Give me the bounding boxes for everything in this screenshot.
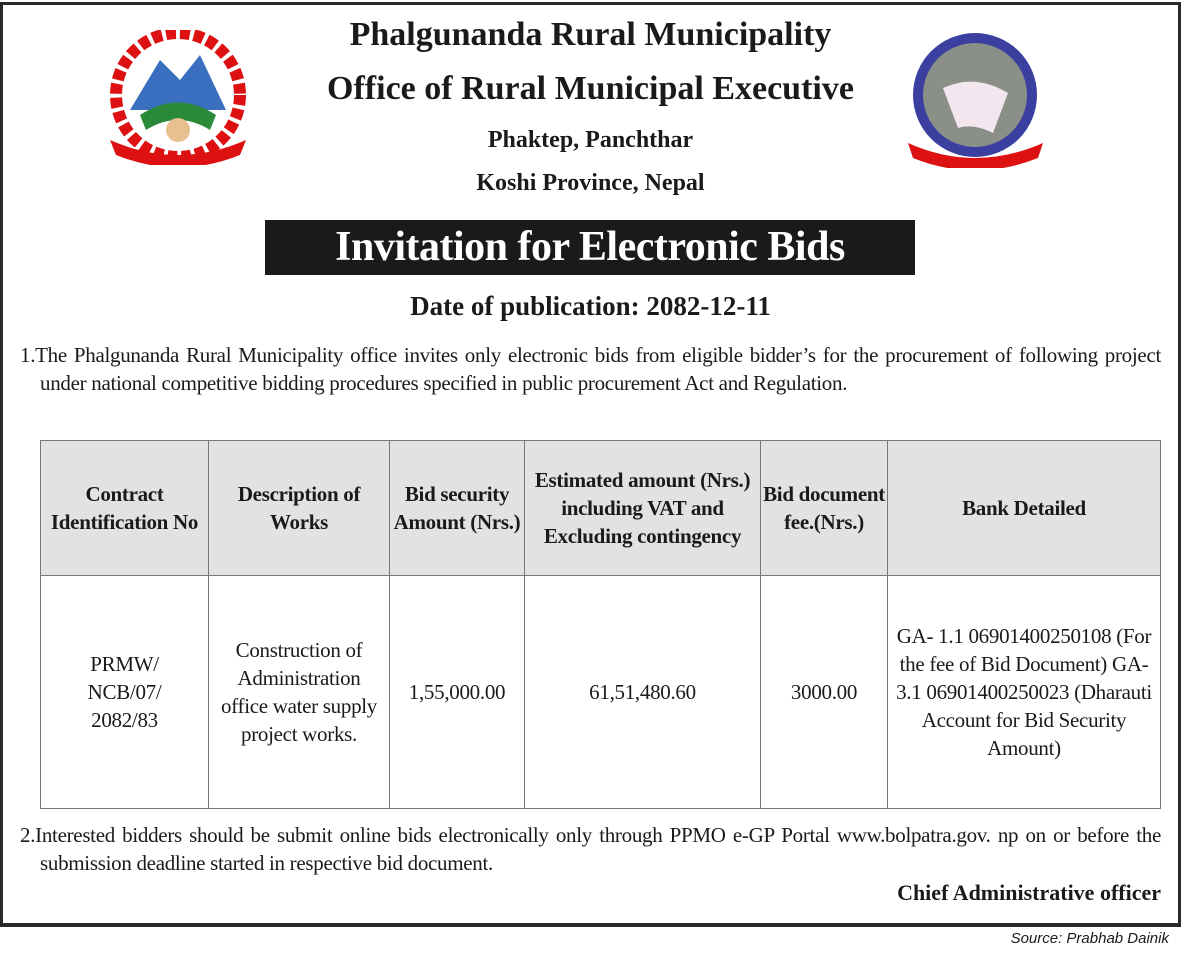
office-name: Office of Rural Municipal Executive	[327, 70, 854, 107]
header-document-fee: Bid document fee.(Nrs.)	[761, 441, 888, 576]
cell-estimated-amount: 61,51,480.60	[525, 576, 761, 809]
signature: Chief Administrative officer	[897, 880, 1161, 905]
header-description: Description of Works	[209, 441, 390, 576]
table-row	[41, 576, 1161, 809]
cell-document-fee: 3000.00	[761, 576, 888, 809]
table-header-row	[41, 441, 1161, 576]
header-bid-security: Bid security Amount (Nrs.)	[390, 441, 525, 576]
source-credit: Source: Prabhab Dainik	[1010, 930, 1169, 947]
header-contract-id: Contract Identification No	[41, 441, 209, 576]
cell-bid-security: 1,55,000.00	[390, 576, 525, 809]
cell-contract-id: PRMW/ NCB/07/ 2082/83	[41, 576, 209, 809]
header-bank-detailed: Bank Detailed	[888, 441, 1161, 576]
paragraph-1: 1.The Phalgunanda Rural Municipality office invites only electronic bids from eligible bidder’s for the procurement of following project under national competitive bidding procedures specified in public procurement Act and Regulation.	[20, 343, 1161, 395]
cell-bank-detailed: GA- 1.1 06901400250108 (For the fee of Bid Document) GA- 3.1 06901400250023 (Dharauti Account for Bid Security Amount)	[888, 576, 1161, 809]
bid-table	[40, 440, 1161, 809]
publication-date: Date of publication: 2082-12-11	[410, 291, 771, 321]
paragraph-2: 2.Interested bidders should be submit online bids electronically only through PPMO e-GP Portal www.bolpatra.gov. np on or before the submission deadline started in respective bid document.	[20, 823, 1161, 875]
header-estimated-amount: Estimated amount (Nrs.) including VAT and Excluding contingency	[525, 441, 761, 576]
cell-description: Construction of Administration office water supply project works.	[209, 576, 390, 809]
address-line: Phaktep, Panchthar	[487, 127, 694, 153]
province-line: Koshi Province, Nepal	[476, 170, 705, 196]
notice-title: Invitation for Electronic Bids	[265, 220, 915, 275]
municipality-name: Phalgunanda Rural Municipality	[349, 16, 832, 53]
